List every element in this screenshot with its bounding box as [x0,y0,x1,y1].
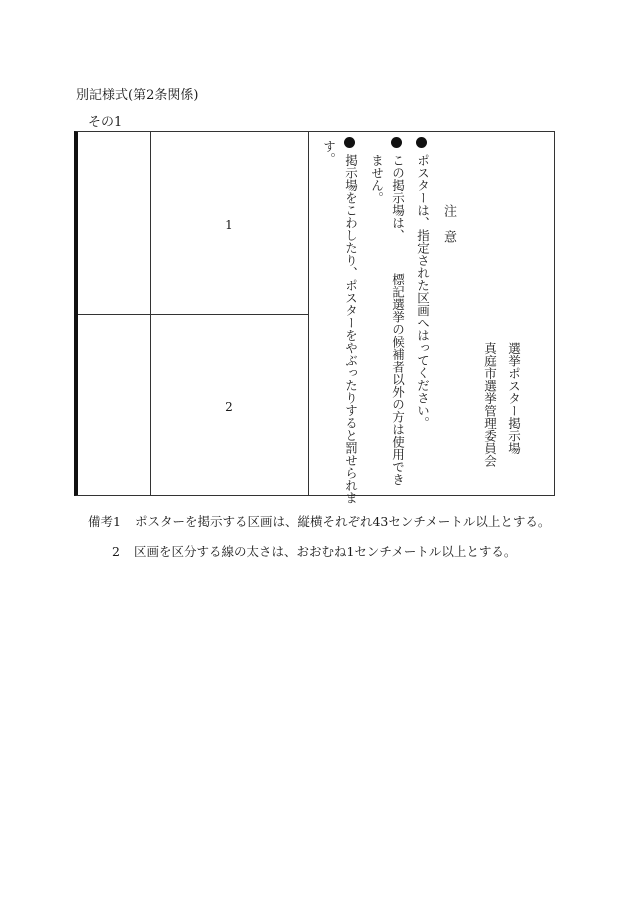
form-title: 別記様式(第2条関係) [76,88,199,103]
remark-1-label: 備考1 [88,514,121,529]
cell-number-2: 2 [225,400,233,414]
bullet-icon [391,137,402,148]
remark-1 [88,512,550,530]
notice-item-3-line-1: 掲示場をこわしたり、ポスターをやぶったりすると罰せられま [343,154,359,504]
notice-item-2-line-2: ません。 [369,154,385,204]
signboard-title: 選挙ポスター掲示場 [506,342,522,455]
notice-heading: 注 意 [441,204,456,243]
remark-2-text: 区画を区分する線の太さは、おおむね1センチメートル以上とする。 [133,544,517,559]
signboard-issuer: 真庭市選挙管理委員会 [482,342,498,467]
notice-item-1: ポスターは、指定された区画へはってください。 [415,154,431,429]
row-divider [78,314,308,315]
cell-number-1: 1 [225,218,233,232]
sub-title: その1 [88,115,123,130]
bullet-icon [416,137,427,148]
bullet-icon [344,137,355,148]
remark-2-label: 2 [112,544,120,559]
poster-board-diagram [74,131,555,504]
notice-item-2-line-1: この掲示場は、 標記選挙の候補者以外の方は使用でき [390,154,406,486]
remark-1-text: ポスターを掲示する区画は、縦横それぞれ43センチメートル以上とする。 [134,514,551,529]
notice-item-3-line-2: す。 [321,140,337,165]
remark-2 [112,542,516,560]
column-divider-right [308,132,309,495]
